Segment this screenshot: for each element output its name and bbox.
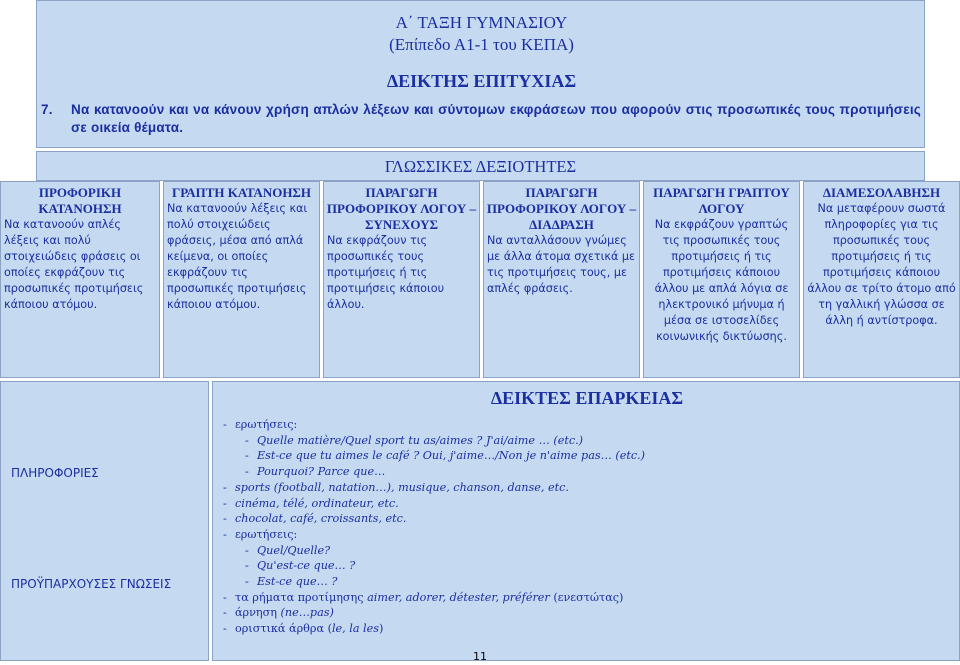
skill-text: Να κατανοούν απλές λέξεις και πολύ στοιχειώδεις φράσεις οι οποίες εκφράζουν τις προσωπικές προτιμήσεις κάποιου ατόμου. — [4, 218, 144, 311]
skill-text: Να μεταφέρουν σωστά πληροφορίες για τις προσωπικές τους προτιμήσεις ή τις προτιμήσεις κάποιου άλλου σε τρίτο άτομο από τη γαλλική γλώσσα σε άλλη ή αντίστροφα. — [807, 202, 956, 327]
list-item: - chocolat, café, croissants, etc. — [223, 512, 407, 526]
list-item: - Quel/Quelle? — [245, 543, 331, 557]
goal-statement — [41, 101, 921, 135]
label-prior-knowledge: ΠΡΟΫΠΑΡΧΟΥΣΕΣ ΓΝΩΣΕΙΣ — [11, 577, 172, 591]
skill-title: ΠΡΟΦΟΡΙΚΗ ΚΑΤΑΝΟΗΣΗ — [38, 185, 122, 216]
skills-header: ΓΛΩΣΣΙΚΕΣ ΔΕΞΙΟΤΗΤΕΣ — [36, 151, 925, 181]
skill-title: ΠΑΡΑΓΩΓΗ ΠΡΟΦΟΡΙΚΟΥ ΛΟΓΟΥ – ΔΙΑΔΡΑΣΗ — [486, 185, 637, 232]
goal-number: 7. — [41, 102, 53, 117]
list-item: - Est-ce que… ? — [245, 575, 338, 589]
skill-text: Να εκφράζουν γραπτώς τις προσωπικές τους προτιμήσεις ή τις προτιμήσεις κάποιου άλλου με απλά λόγια σε ηλεκτρονικό μήνυμα ή μέσα σε ιστοσελίδες κοινωνικής δικτύωσης. — [654, 218, 789, 343]
document-title: Α΄ ΤΑΞΗ ΓΥΜΝΑΣΙΟΥ — [395, 13, 568, 32]
skill-oral-production-interaction — [483, 181, 640, 378]
list-item: - cinéma, télé, ordinateur, etc. — [223, 496, 399, 510]
skill-text: Να εκφράζουν τις προσωπικές τους προτιμήσεις ή τις προτιμήσεις κάποιου άλλου. — [327, 234, 445, 311]
list-item: - Quelle matière/Quel sport tu as/aimes ? J'ai/aime … (etc.) — [245, 433, 583, 447]
indicators-panel — [212, 381, 960, 661]
page-number: 11 — [473, 650, 487, 663]
list-item-negation: - άρνηση (ne…pas) — [223, 606, 334, 620]
list-item-verbs: - τα ρήματα προτίμησης aimer, adorer, détester, préférer (ενεστώτας) — [223, 590, 624, 604]
skill-title: ΔΙΑΜΕΣΟΛΑΒΗΣΗ — [822, 185, 941, 200]
goal-text: Να κατανοούν και να κάνουν χρήση απλών λέξεων και σύντομων εκφράσεων που αφορούν στις προσωπικές τους προτιμήσεις σε οικεία θέματα. — [71, 102, 921, 135]
list-item: - Qu'est-ce que… ? — [245, 559, 356, 573]
label-information: ΠΛΗΡΟΦΟΡΙΕΣ — [11, 466, 99, 480]
indicator-labels — [0, 381, 209, 661]
list-item: - Pourquoi? Parce que… — [245, 465, 386, 479]
skill-mediation — [803, 181, 960, 378]
indicator-list — [223, 417, 953, 637]
list-item: - ερωτήσεις: — [223, 418, 298, 431]
title-box — [36, 0, 925, 148]
section-heading: ΔΕΙΚΤΗΣ ΕΠΙΤΥΧΙΑΣ — [386, 71, 577, 91]
list-item-articles: - οριστικά άρθρα (le, la les) — [223, 622, 384, 636]
skill-oral-comprehension — [0, 181, 160, 378]
skill-title: ΠΑΡΑΓΩΓΗ ΓΡΑΠΤΟΥ ΛΟΓΟΥ — [653, 185, 790, 216]
list-item: - sports (football, natation…), musique, chanson, danse, etc. — [223, 480, 569, 494]
list-item: - ερωτήσεις: — [223, 527, 298, 541]
skill-title: ΓΡΑΠΤΗ ΚΑΤΑΝΟΗΣΗ — [171, 185, 312, 200]
skill-text: Να κατανοούν λέξεις και πολύ στοιχειώδεις φράσεις, μέσα από απλά κείμενα, οι οποίες εκφράζουν τις προσωπικές προτιμήσεις κάποιου ατόμου. — [167, 202, 308, 311]
skill-text: Να ανταλλάσουν γνώμες με άλλα άτομα σχετικά με τις προτιμήσεις τους, με απλές φράσεις. — [487, 234, 636, 295]
indicators-title: ΔΕΙΚΤΕΣ ΕΠΑΡΚΕΙΑΣ — [490, 388, 684, 408]
skill-written-production — [643, 181, 800, 378]
document-subtitle: (Επίπεδο Α1-1 του ΚΕΠΑ) — [389, 35, 574, 54]
skill-title: ΠΑΡΑΓΩΓΗ ΠΡΟΦΟΡΙΚΟΥ ΛΟΓΟΥ – ΣΥΝΕΧΟΥΣ — [326, 185, 477, 232]
skill-written-comprehension — [163, 181, 320, 378]
skill-oral-production-continuous — [323, 181, 480, 378]
list-item: - Est-ce que tu aimes le café ? Oui, j'aime…/Non je n'aime pas… (etc.) — [245, 449, 646, 463]
